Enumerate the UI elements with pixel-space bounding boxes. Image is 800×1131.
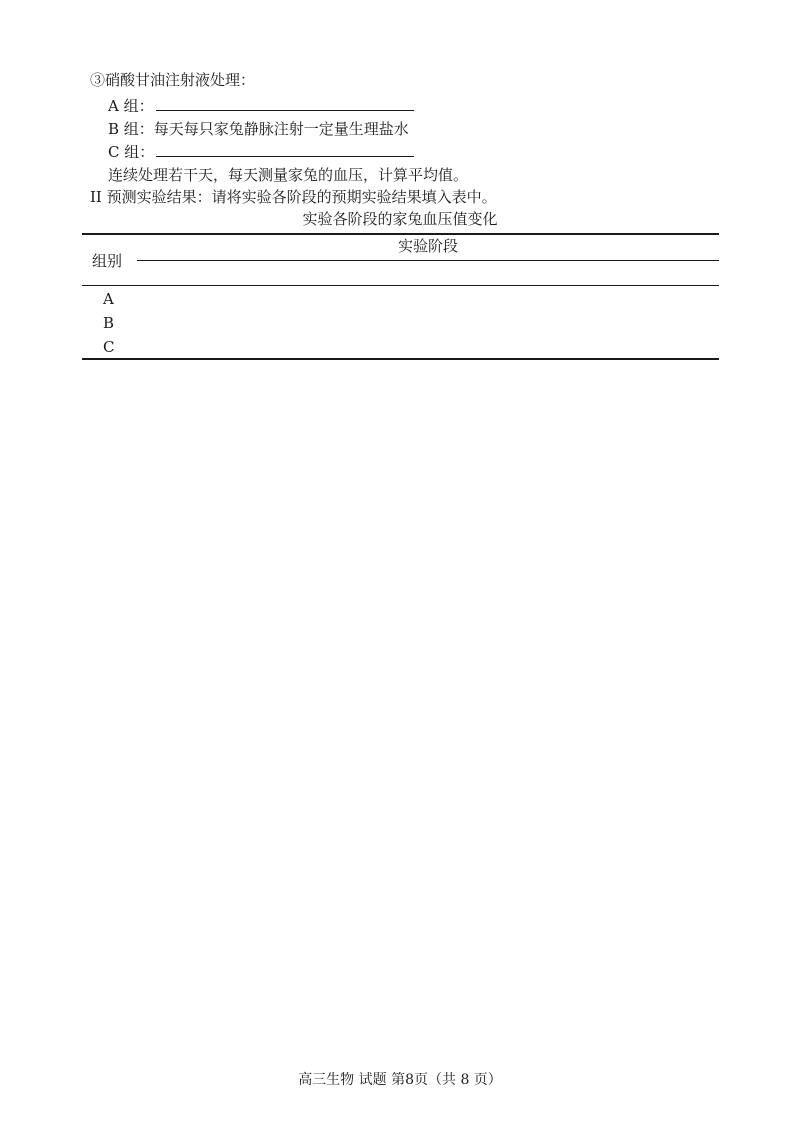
page-footer: 高三生物 试题 第8页（共 8 页） (298, 1072, 502, 1088)
table-top-rule (82, 233, 719, 235)
group-b-line: B 组：每天每只家兔静脉注射一定量生理盐水 (108, 120, 409, 138)
table-row-b: B (103, 314, 115, 332)
continue-instruction: 连续处理若干天，每天测量家兔的血压，计算平均值。 (108, 166, 469, 184)
group-a-answer-blank[interactable] (156, 96, 414, 111)
section-heading: ③硝酸甘油注射液处理： (90, 71, 256, 89)
table-title: 实验各阶段的家兔血压值变化 (302, 210, 498, 228)
group-a-line (108, 96, 414, 116)
table-row-c: C (103, 338, 115, 356)
group-c-answer-blank[interactable] (156, 142, 414, 157)
group-c-label: C 组： (108, 143, 155, 161)
group-header: 组别 (92, 252, 123, 270)
group-a-label: A 组： (108, 97, 154, 115)
table-bottom-rule (82, 358, 719, 360)
table-row-a: A (103, 290, 114, 308)
table-header-rule (82, 285, 719, 286)
stage-header: 实验阶段 (397, 237, 458, 255)
stage-header-rule (137, 260, 719, 261)
group-c-line (108, 142, 414, 162)
predict-results-instruction: II 预测实验结果：请将实验各阶段的预期实验结果填入表中。 (90, 188, 497, 206)
